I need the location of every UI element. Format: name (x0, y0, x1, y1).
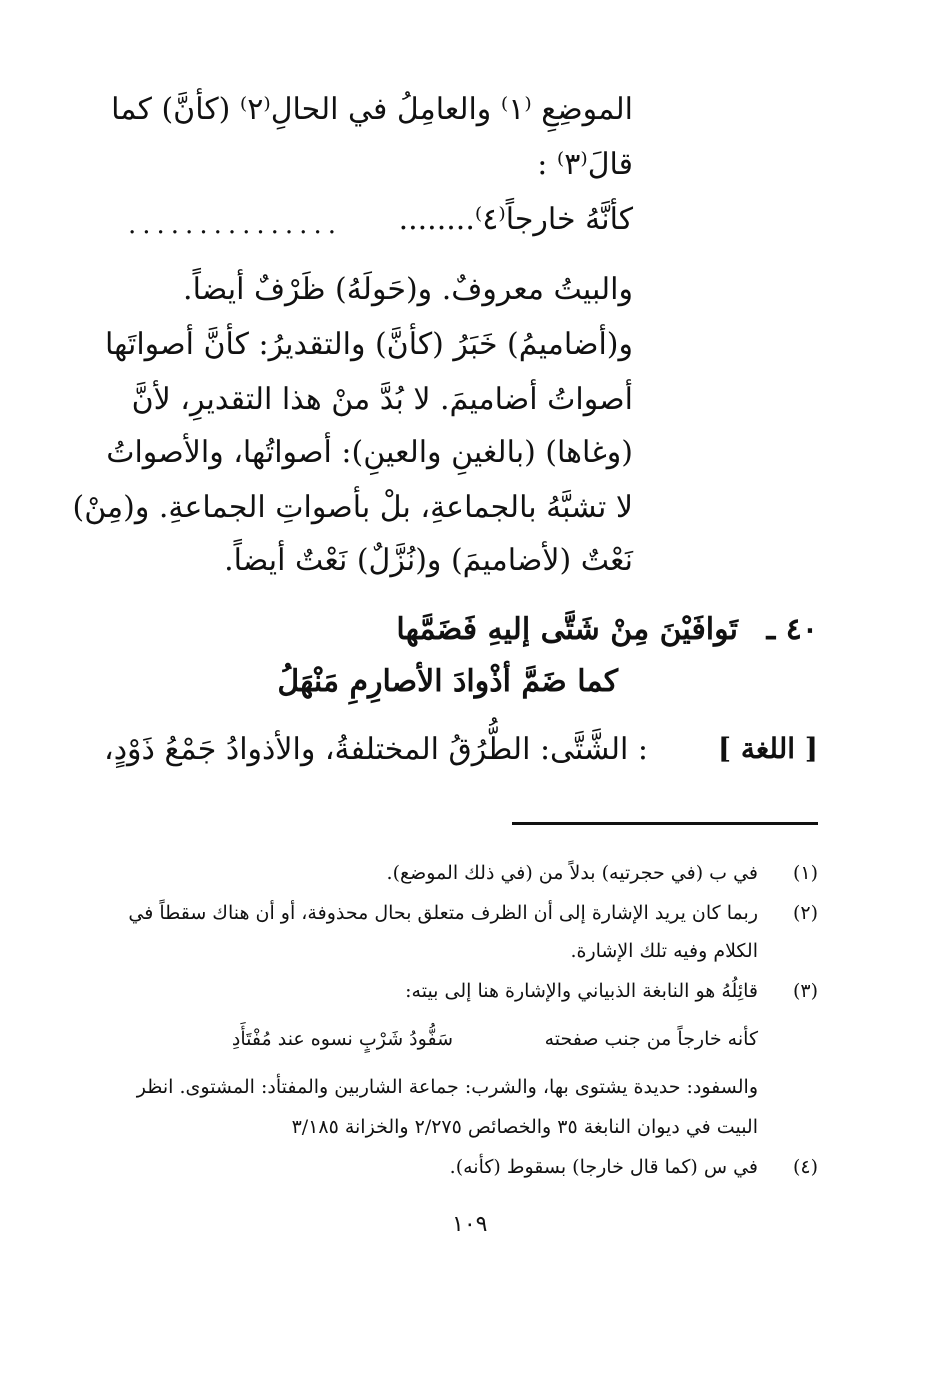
quoted-verse-hemistich-2: سَفُّودُ شَرْبٍ نسوه عند مُفْتَأَدِ (231, 1028, 453, 1050)
body-line-2: قالَ⁽٣⁾ : (537, 147, 633, 182)
footnote-4-text: في س (كما قال خارجا) بسقوط (كأنه). (449, 1156, 758, 1178)
footnote-1-num: (١) (792, 862, 818, 884)
footnote-1-text: في ب (في حجرتيه) بدلاً من (في ذلك الموضع). (386, 862, 758, 884)
verse-number: ٤٠ ـ (766, 612, 818, 647)
body-line-5: و(أضاميمُ) خَبَرُ (كأنَّ) والتقديرُ: كأنَّ أصواتَها (105, 327, 633, 362)
body-line-1: الموضِعِ ⁽١⁾ والعامِلُ في الحالِ⁽٢⁾ (كأنَّ) كما (111, 92, 633, 127)
body-line-9: نَعْتٌ (لأضاميمَ) و(نُزَّلٌ) نَعْتٌ أيضاً. (224, 543, 633, 578)
footnote-4-num: (٤) (792, 1156, 818, 1178)
body-line-4: والبيتُ معروفٌ. و(حَولَهُ) ظَرْفٌ أيضاً. (183, 272, 633, 307)
quoted-verse-hemistich-1: كأنه خارجاً من جنب صفحته (544, 1028, 758, 1050)
body-line-6: أصواتُ أضاميمَ. لا بُدَّ منْ هذا التقديرِ، لأنَّ (131, 382, 633, 417)
footnote-separator (512, 822, 818, 825)
lugha-label: [ اللغة ] (717, 732, 818, 765)
body-line-7: (وغاها) (بالغينِ والعينِ): أصواتُها، والأصواتُ (106, 435, 633, 470)
lugha-text: : الشَّتَّى: الطُّرُقُ المختلفةُ، والأذوادُ جَمْعُ ذَوْدٍ، (104, 732, 648, 767)
footnote-3-reference: البيت في ديوان النابغة ٣٥ والخصائص ٢/٢٧٥ والخزانة ٣/١٨٥ (291, 1116, 758, 1138)
footnote-3-num: (٣) (792, 980, 818, 1002)
footnote-3-text: قائِلُهُ هو النابغة الذبياني والإشارة هنا إلى بيته: (405, 980, 758, 1002)
verse-line-2: كما ضَمَّ أذْوادَ الأصارِمِ مَنْهَلُ (277, 664, 618, 699)
verse-line-1: تَوافَيْنَ مِنْ شَتَّى إليهِ فَضَمَّها (396, 612, 738, 647)
footnote-3-explanation: والسفود: حديدة يشتوى بها، والشرب: جماعة الشاربين والمفتأد: المشتوى. انظر (136, 1076, 758, 1098)
trailing-dots: ............... (128, 210, 342, 240)
footnote-2-cont: الكلام وفيه تلك الإشارة. (570, 940, 758, 962)
footnote-2-text: ربما كان يريد الإشارة إلى أن الظرف متعلق بحال محذوفة، أو أن هناك سقطاً في (128, 902, 758, 924)
body-line-8: لا تشبَّهُ بالجماعةِ، بلْ بأصواتِ الجماعةِ. و(مِنْ) (72, 490, 633, 525)
page-number: ١٠٩ (452, 1212, 488, 1237)
body-line-3: كأنَّهُ خارجاً⁽٤⁾........ (398, 202, 633, 237)
footnote-2-num: (٢) (792, 902, 818, 924)
